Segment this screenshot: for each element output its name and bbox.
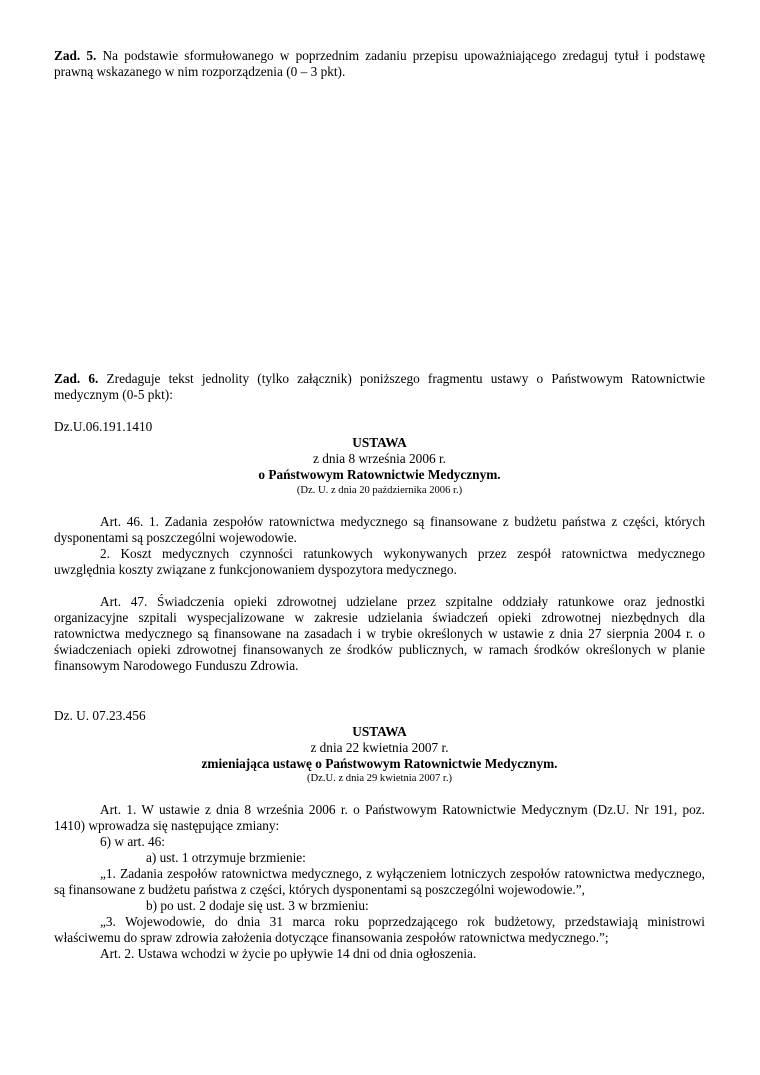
act2-quote1: „1. Zadania zespołów ratownictwa medycznego, z wyłączeniem lotniczych zespołów ratownictwa medycznego, są finansowane z budżetu państwa z części, których dysponentami są poszczególni wojewodowie.”,: [54, 866, 705, 897]
act1-art47: Art. 47. Świadczenia opieki zdrowotnej udzielane przez szpitalne oddziały ratunkowe oraz jednostki organizacyjne szpitali wyspecjalizowane w zakresie udzielania świadczeń opieki zdrowotnej niezbędnych dla ratownictwa medycznego są finansowane na zasadach i w trybie określonych w ustawie z dnia 27 sierpnia 2004 r. o świadczeniach opieki zdrowotnej finansowanych ze środków publicznych, w ramach środków określonych w planie finansowym Narodowego Funduszu Zdrowia.: [54, 594, 705, 673]
act1-reference: Dz.U.06.191.1410: [54, 419, 153, 434]
act2-point6: 6) w art. 46:: [100, 834, 165, 849]
act2-reference: Dz. U. 07.23.456: [54, 708, 146, 723]
act2-title: USTAWA: [352, 724, 407, 739]
act1-title: USTAWA: [352, 435, 407, 450]
act2-point-a: a) ust. 1 otrzymuje brzmienie:: [146, 850, 306, 865]
task5-text: Na podstawie sformułowanego w poprzednim zadaniu przepisu upoważniającego zredaguj tytuł i podstawę prawną wskazanego w nim rozporządzenia (0 – 3 pkt).: [54, 48, 705, 79]
act1-art46-para2: 2. Koszt medycznych czynności ratunkowych wykonywanych przez zespół ratownictwa medycznego uwzględnia koszty związane z funkcjonowaniem dyspozytora medycznego.: [54, 546, 705, 577]
task5-label: Zad. 5.: [54, 48, 97, 63]
act2-quote2: „3. Wojewodowie, do dnia 31 marca roku poprzedzającego rok budżetowy, przedstawiają ministrowi właściwemu do spraw zdrowia założenia dotyczące finansowania zespołów ratownictwa medycznego.”;: [54, 914, 705, 945]
act2-point-b: b) po ust. 2 dodaje się ust. 3 w brzmieniu:: [146, 898, 369, 913]
act2-name: zmieniająca ustawę o Państwowym Ratownictwie Medycznym.: [201, 756, 558, 771]
act2-date: z dnia 22 kwietnia 2007 r.: [310, 740, 449, 755]
task6-text: Zredaguje tekst jednolity (tylko załącznik) poniższego fragmentu ustawy o Państwowym Ratownictwie medycznym (0-5 pkt):: [54, 371, 705, 402]
act2-art2: Art. 2. Ustawa wchodzi w życie po upływie 14 dni od dnia ogłoszenia.: [100, 946, 477, 961]
task5-paragraph: [54, 48, 705, 80]
act1-name: o Państwowym Ratownictwie Medycznym.: [258, 467, 501, 482]
task6-label: Zad. 6.: [54, 371, 99, 386]
act2-publication: (Dz.U. z dnia 29 kwietnia 2007 r.): [306, 773, 453, 784]
act1-publication: (Dz. U. z dnia 20 października 2006 r.): [296, 485, 463, 496]
act1-date: z dnia 8 września 2006 r.: [313, 451, 446, 466]
act2-art1: Art. 1. W ustawie z dnia 8 września 2006 r. o Państwowym Ratownictwie Medycznym (Dz.U. Nr 191, poz. 1410) wprowadza się następujące zmiany:: [54, 802, 705, 833]
act1-art46-para1: Art. 46. 1. Zadania zespołów ratownictwa medycznego są finansowane z budżetu państwa z części, których dysponentami są poszczególni wojewodowie.: [54, 514, 705, 545]
task6-paragraph: [54, 371, 705, 403]
